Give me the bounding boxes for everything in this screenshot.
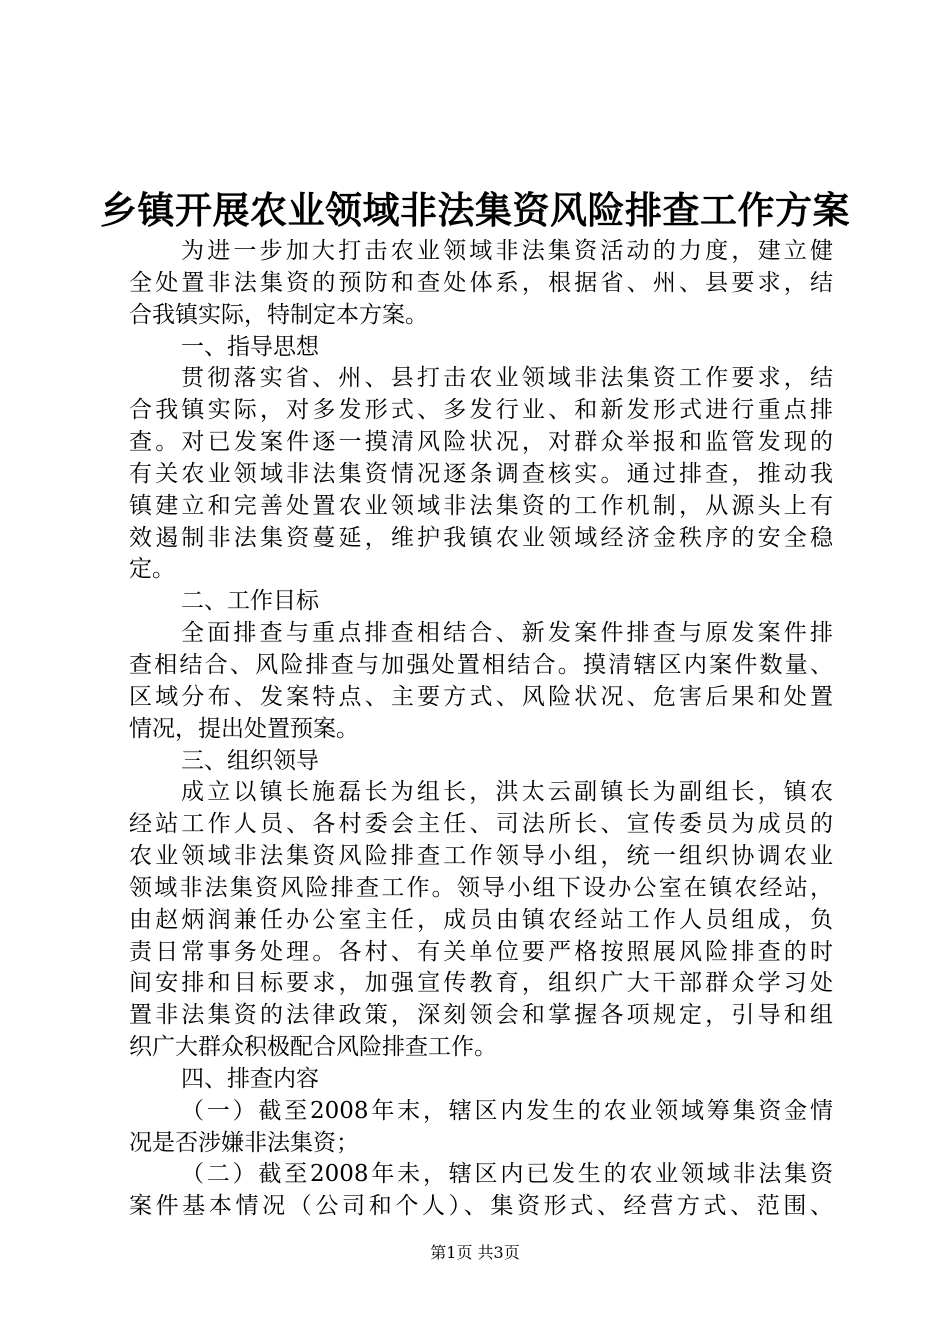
- paragraph-line: 为进一步加大打击农业领域非法集资活动的力度，建立健: [181, 238, 833, 264]
- paragraph-line: 间安排和目标要求，加强宣传教育，组织广大干部群众学习处: [129, 970, 833, 997]
- paragraph-line: 责日常事务处理。各村、有关单位要严格按照展风险排查的时: [129, 938, 833, 965]
- paragraph-line: 贯彻落实省、州、县打击农业领域非法集资工作要求，结: [181, 365, 833, 392]
- paragraph-line: 镇建立和完善处置农业领域非法集资的工作机制，从源头上有: [129, 492, 833, 519]
- paragraph-line: 织广大群众积极配合风险排查工作。: [129, 1034, 497, 1061]
- section-heading: 三、组织领导: [181, 747, 319, 774]
- paragraph-line: 查相结合、风险排查与加强处置相结合。摸清辖区内案件数量、: [129, 651, 833, 678]
- paragraph-line: 查。对已发案件逐一摸清风险状况，对群众举报和监管发现的: [129, 429, 833, 456]
- paragraph-line: （一）截至2008年末，辖区内发生的农业领域筹集资金情: [181, 1097, 833, 1124]
- paragraph-line: 全面排查与重点排查相结合、新发案件排查与原发案件排: [181, 620, 833, 647]
- section-heading: 二、工作目标: [181, 588, 319, 615]
- paragraph-line: 置非法集资的法律政策，深刻领会和掌握各项规定，引导和组: [129, 1002, 833, 1029]
- document-title: 乡镇开展农业领域非法集资风险排查工作方案: [100, 188, 850, 232]
- paragraph-line: 区域分布、发案特点、主要方式、风险状况、危害后果和处置: [129, 683, 833, 710]
- paragraph-line: 全处置非法集资的预防和查处体系，根据省、州、县要求，结: [129, 269, 833, 296]
- section-heading: 一、指导思想: [181, 333, 319, 360]
- section-heading: 四、排查内容: [181, 1065, 319, 1092]
- paragraph-line: 合我镇实际，对多发形式、多发行业、和新发形式进行重点排: [129, 397, 833, 424]
- paragraph-line: 农业领域非法集资风险排查工作领导小组，统一组织协调农业: [129, 843, 833, 870]
- paragraph-line: 由赵炳润兼任办公室主任，成员由镇农经站工作人员组成，负: [129, 906, 833, 933]
- paragraph-line: 成立以镇长施磊长为组长，洪太云副镇长为副组长，镇农: [181, 779, 833, 806]
- paragraph-line: 定。: [129, 556, 175, 583]
- page-footer: 第1页 共3页: [430, 1243, 520, 1262]
- paragraph-line: 情况，提出处置预案。: [129, 715, 359, 742]
- paragraph-line: 有关农业领域非法集资情况逐条调查核实。通过排查，推动我: [129, 460, 833, 487]
- paragraph-line: 案件基本情况（公司和个人）、集资形式、经营方式、范围、: [129, 1193, 833, 1220]
- paragraph-line: 领域非法集资风险排查工作。领导小组下设办公室在镇农经站，: [129, 874, 833, 901]
- paragraph-line: 效遏制非法集资蔓延，维护我镇农业领域经济金秩序的安全稳: [129, 524, 833, 551]
- paragraph-line: 合我镇实际，特制定本方案。: [129, 301, 428, 328]
- paragraph-line: （二）截至2008年未，辖区内已发生的农业领域非法集资: [181, 1161, 833, 1188]
- paragraph-line: 况是否涉嫌非法集资；: [129, 1129, 359, 1156]
- document-body: [129, 236, 833, 1223]
- paragraph-line: 经站工作人员、各村委会主任、司法所长、宣传委员为成员的: [129, 811, 833, 838]
